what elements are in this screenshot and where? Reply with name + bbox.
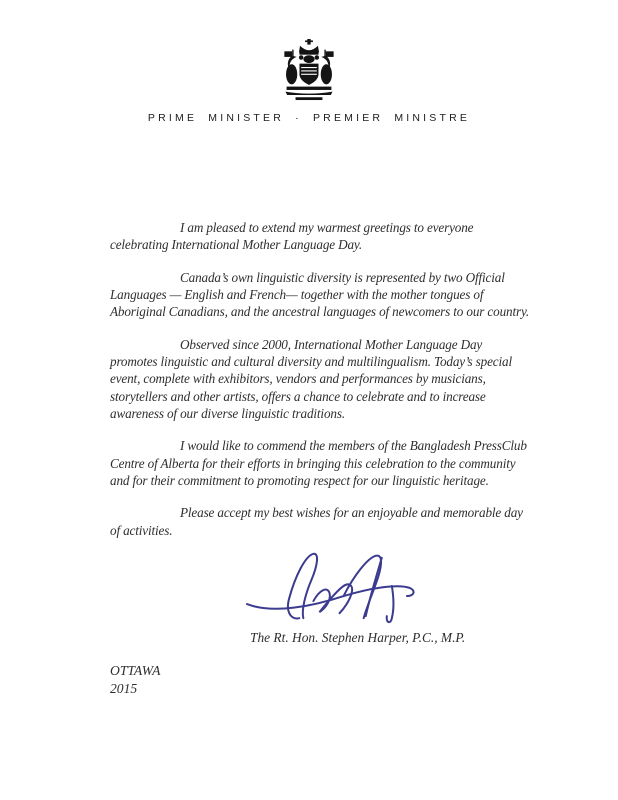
paragraph-line: Canada’s own linguistic diversity is represented by two Official [180, 269, 505, 285]
paragraph-line: I would like to commend the members of the Bangladesh PressClub [180, 438, 527, 454]
signature-image [243, 545, 419, 629]
letter-body [110, 219, 530, 554]
letter-paragraph [110, 269, 530, 321]
coat-of-arms-icon [281, 39, 337, 103]
paragraph-line: I am pleased to extend my warmest greetings to everyone [180, 220, 474, 235]
letter-paragraph [110, 219, 514, 254]
paragraph-line: Observed since 2000, International Mother Language Day [180, 336, 483, 352]
coat-of-arms-svg [281, 39, 337, 102]
letter-paragraph [110, 504, 523, 539]
place-block [110, 662, 160, 698]
paragraph-line: of activities. [110, 522, 173, 538]
paragraph-line: storytellers and other artists, offers a chance to celebrate and to increase [110, 388, 486, 404]
paragraph-line: promotes linguistic and cultural diversity and multilingualism. Today’s special [110, 354, 512, 370]
paragraph-line: Aboriginal Canadians, and the ancestral languages of newcomers to our country. [110, 304, 530, 320]
letter-place: OTTAWA [110, 663, 161, 678]
signatory-name: The Rt. Hon. Stephen Harper, P.C., M.P. [250, 630, 466, 645]
letter-year: 2015 [110, 681, 138, 696]
paragraph-line: Please accept my best wishes for an enjoyable and memorable day [180, 505, 523, 521]
letter-paragraph [110, 437, 527, 489]
letter-paragraph [110, 336, 514, 423]
paragraph-line: Languages — English and French— together with the mother tongues of [110, 287, 484, 303]
paragraph-line: and for their commitment to promoting respect for our linguistic heritage. [110, 473, 489, 489]
signature-svg [243, 545, 419, 629]
letter-paragraphs [110, 219, 530, 539]
paragraph-line: Centre of Alberta for their efforts in bringing this celebration to the community [110, 455, 516, 471]
paragraph-line: awareness of our diverse linguistic traditions. [110, 406, 345, 422]
paragraph-line: event, complete with exhibitors, vendors and performances by musicians, [110, 371, 486, 387]
paragraph-line: celebrating International Mother Language Day. [110, 237, 363, 253]
letterhead-title: PRIME MINISTER · PREMIER MINISTRE [147, 112, 471, 124]
